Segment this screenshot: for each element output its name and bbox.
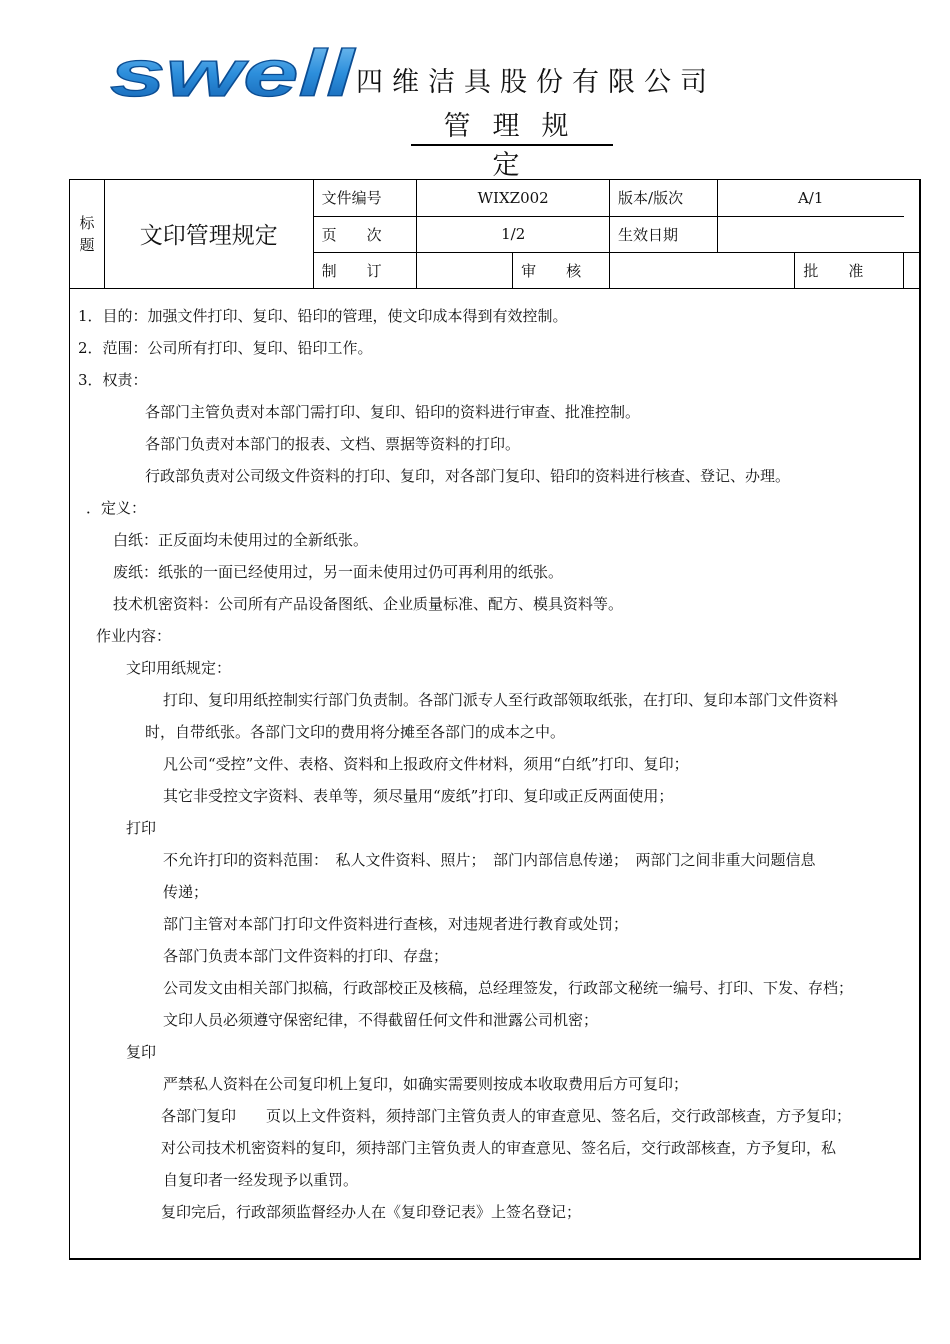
effective-date-label: 生效日期: [610, 216, 718, 252]
printing-heading: 打印: [126, 819, 157, 837]
doc-no-label: 文件编号: [313, 180, 417, 216]
swell-logo: [108, 40, 358, 104]
definition-item: 技术机密资料：公司所有产品设备图纸、企业质量标准、配方、模具资料等。: [113, 595, 624, 613]
responsibility-item: 行政部负责对公司级文件资料的打印、复印，对各部门复印、铅印的资料进行核查、登记、办理。: [145, 467, 791, 485]
reviewed-value: [610, 252, 795, 288]
printing-item-continued: 传递；: [163, 883, 209, 901]
document-type: 管理规定: [443, 111, 591, 181]
purpose-line: 1．目的：加强文件打印、复印、铅印的管理，使文印成本得到有效控制。: [78, 307, 568, 325]
definition-item: 废纸：纸张的一面已经使用过，另一面未使用过仍可再利用的纸张。: [113, 563, 564, 581]
doc-type-underline: [411, 144, 613, 146]
doc-no-value: WIXZ002: [417, 180, 610, 216]
drafted-value: [417, 252, 513, 288]
responsibility-item: 各部门负责对本部门的报表、文档、票据等资料的打印。: [145, 435, 521, 453]
paper-rules-heading: 文印用纸规定：: [126, 659, 232, 677]
operation-heading: 作业内容：: [96, 627, 172, 645]
title-value: 文印管理规定: [104, 180, 313, 288]
responsibility-item: 各部门主管负责对本部门需打印、复印、铅印的资料进行审查、批准控制。: [145, 403, 641, 421]
paper-rule-item-continued: 时，自带纸张。各部门文印的费用将分摊至各部门的成本之中。: [145, 723, 566, 741]
reviewed-label: 审 核: [513, 252, 610, 288]
definition-item: 白纸：正反面均未使用过的全新纸张。: [113, 531, 369, 549]
title-label: 标 题: [70, 180, 104, 288]
printing-item: 各部门负责本部门文件资料的打印、存盘；: [163, 947, 449, 965]
responsibility-heading: 3．权责：: [78, 371, 148, 389]
copying-heading: 复印: [126, 1043, 157, 1061]
copying-item: 严禁私人资料在公司复印机上复印，如确实需要则按成本收取费用后方可复印；: [163, 1075, 689, 1093]
approved-label: 批 准: [795, 252, 904, 288]
drafted-label: 制 订: [313, 252, 417, 288]
document-frame: [69, 179, 921, 1260]
copying-item: 复印完后，行政部须监督经办人在《复印登记表》上签名登记；: [161, 1203, 582, 1221]
meta-table: [70, 180, 920, 289]
company-name: 四维洁具股份有限公司: [356, 67, 716, 98]
printing-item: 不允许打印的资料范围： 私人文件资料、照片； 部门内部信息传递； 两部门之间非重大问题信息: [163, 851, 816, 869]
paper-rule-item: 打印、复印用纸控制实行部门负责制。各部门派专人至行政部领取纸张，在打印、复印本部门文件资料: [163, 691, 839, 709]
page-value: 1/2: [417, 216, 610, 252]
printing-item: 文印人员必须遵守保密纪律，不得截留任何文件和泄露公司机密；: [163, 1011, 599, 1029]
copying-item: 各部门复印 页以上文件资料，须持部门主管负责人的审查意见、签名后，交行政部核查，方予复印；: [161, 1107, 852, 1125]
copying-item: 对公司技术机密资料的复印，须持部门主管负责人的审查意见、签名后，交行政部核查，方予复印，私: [161, 1139, 837, 1157]
version-value: A/1: [717, 180, 903, 216]
effective-date-value: [717, 216, 903, 252]
copying-item-continued: 自复印者一经发现予以重罚。: [163, 1171, 359, 1189]
scope-line: 2．范围：公司所有打印、复印、铅印工作。: [78, 339, 373, 357]
paper-rule-item: 其它非受控文字资料、表单等，须尽量用“废纸”打印、复印或正反两面使用；: [163, 787, 674, 805]
svg-text:swell: swell: [110, 40, 357, 104]
document-header: [0, 0, 950, 181]
printing-item: 部门主管对本部门打印文件资料进行查核，对违规者进行教育或处罚；: [163, 915, 629, 933]
page-label: 页 次: [313, 216, 417, 252]
definition-heading: ．定义：: [86, 499, 147, 517]
printing-item: 公司发文由相关部门拟稿，行政部校正及核稿，总经理签发，行政部文秘统一编号、打印、下发、存档；: [163, 979, 854, 997]
approved-value: [904, 252, 921, 288]
paper-rule-item: 凡公司“受控”文件、表格、资料和上报政府文件材料，须用“白纸”打印、复印；: [163, 755, 689, 773]
version-label: 版本/版次: [610, 180, 718, 216]
